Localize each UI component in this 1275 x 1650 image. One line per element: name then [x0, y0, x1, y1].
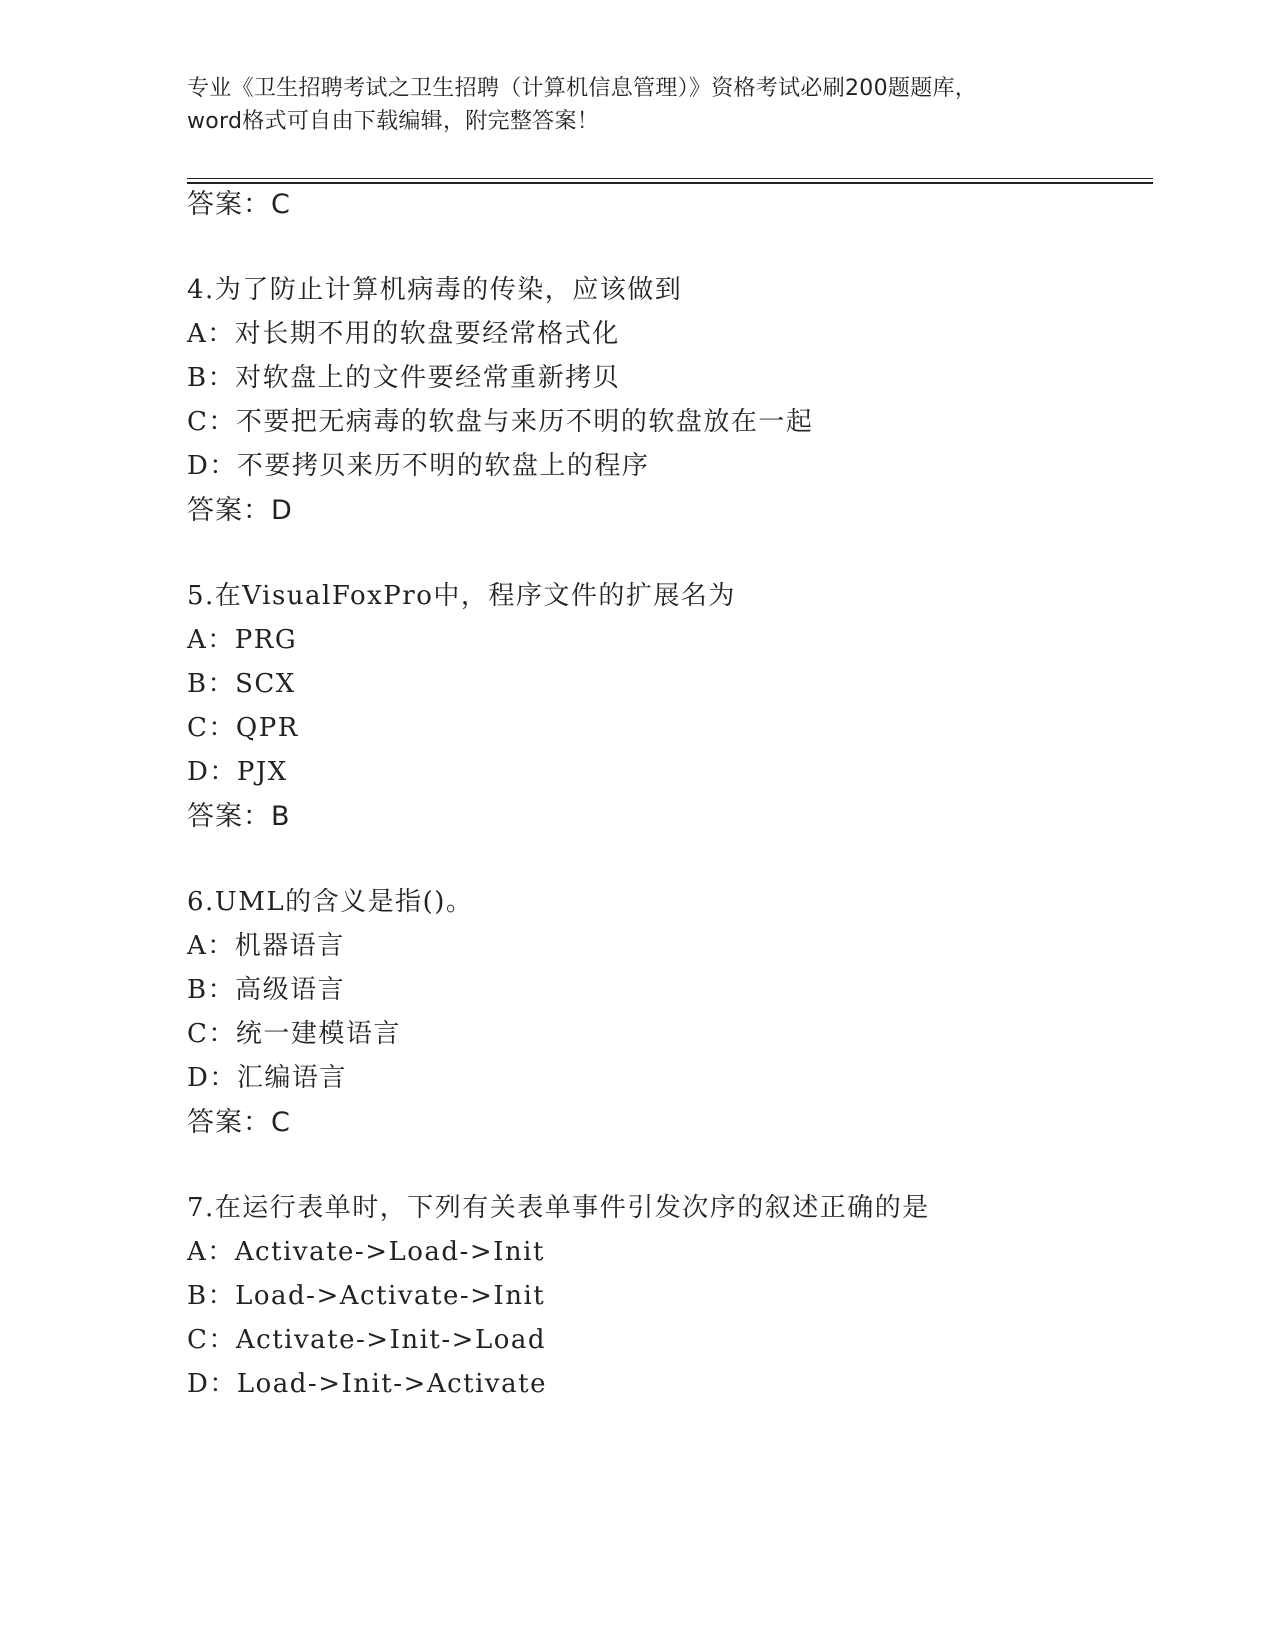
previous-answer: 答案：C — [187, 189, 291, 220]
header-divider-thin — [187, 178, 1153, 179]
question-7-option-c: C：Activate->Init->Load — [187, 1325, 547, 1355]
question-5-answer: 答案：B — [187, 801, 291, 832]
question-5-option-a: A：PRG — [187, 625, 298, 655]
question-5-option-b: B：SCX — [187, 669, 296, 699]
question-6-option-d: D：汇编语言 — [187, 1063, 347, 1093]
header-line-1: 专业《卫生招聘考试之卫生招聘（计算机信息管理）》资格考试必刷200题题库， — [187, 76, 978, 101]
question-5-option-c: C：QPR — [187, 713, 299, 743]
question-4-answer: 答案：D — [187, 495, 293, 526]
question-4-option-c: C：不要把无病毒的软盘与来历不明的软盘放在一起 — [187, 407, 814, 437]
question-6-answer: 答案：C — [187, 1107, 291, 1138]
question-4-option-b: B：对软盘上的文件要经常重新拷贝 — [187, 363, 621, 393]
question-6-option-c: C：统一建模语言 — [187, 1019, 401, 1049]
document-header — [187, 72, 1087, 138]
question-7-option-a: A：Activate->Load->Init — [187, 1237, 545, 1267]
question-4-option-a: A：对长期不用的软盘要经常格式化 — [187, 319, 620, 349]
question-6-option-a: A：机器语言 — [187, 931, 345, 961]
question-7-option-b: B：Load->Activate->Init — [187, 1281, 546, 1311]
question-6-option-b: B：高级语言 — [187, 975, 346, 1005]
header-divider-thick — [187, 182, 1153, 184]
question-7-stem: 7.在运行表单时，下列有关表单事件引发次序的叙述正确的是 — [187, 1193, 930, 1223]
header-line-2: word格式可自由下载编辑，附完整答案！ — [187, 109, 600, 134]
question-4-option-d: D：不要拷贝来历不明的软盘上的程序 — [187, 451, 650, 481]
question-4-stem: 4.为了防止计算机病毒的传染，应该做到 — [187, 275, 683, 305]
question-5-stem: 5.在VisualFoxPro中，程序文件的扩展名为 — [187, 581, 736, 611]
question-6-stem: 6.UML的含义是指()。 — [187, 887, 474, 917]
question-5-option-d: D：PJX — [187, 757, 288, 787]
question-7-option-d: D：Load->Init->Activate — [187, 1369, 547, 1399]
